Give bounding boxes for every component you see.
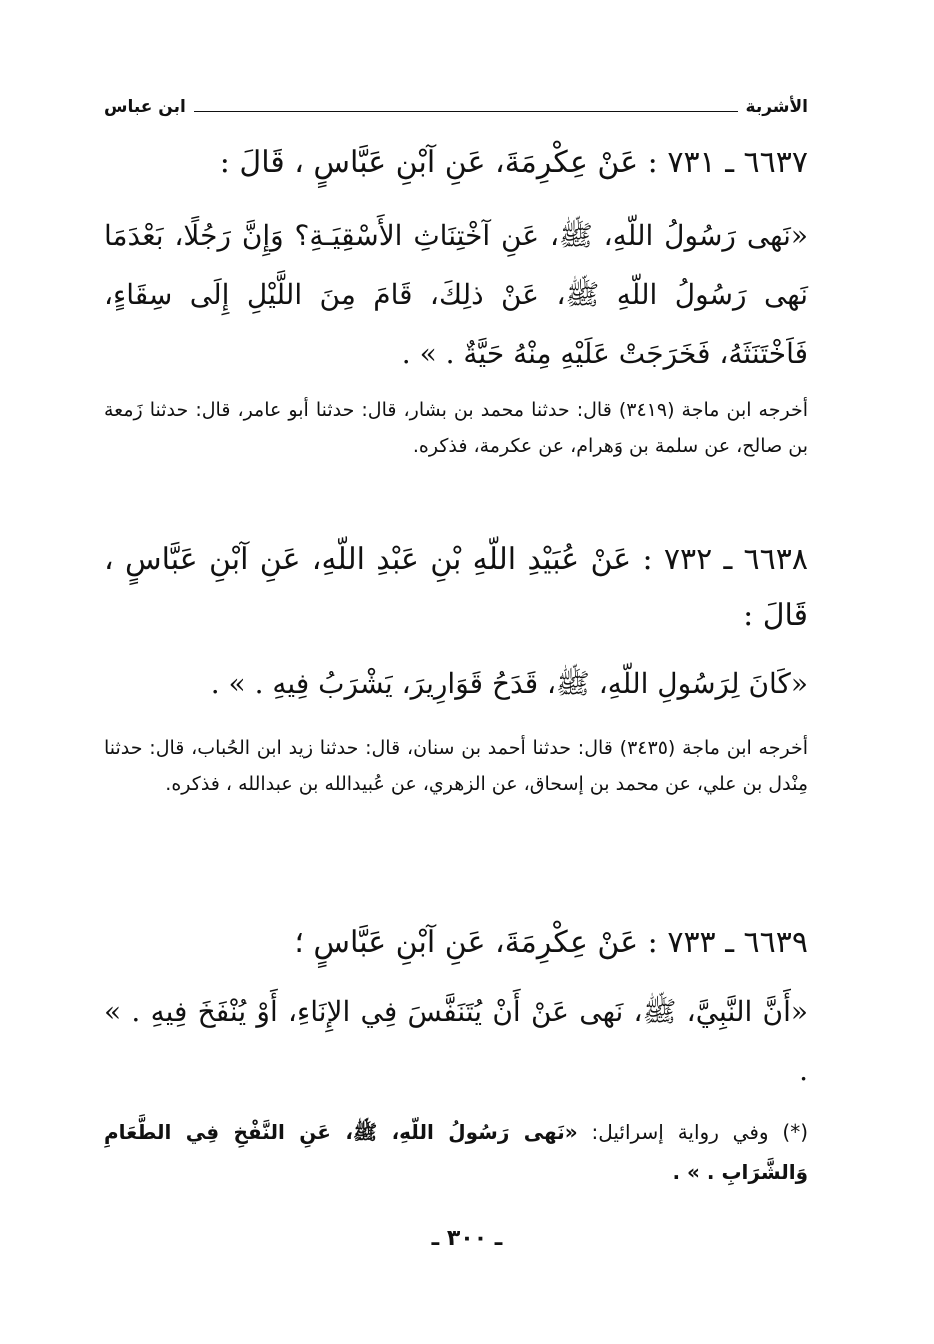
variant-text: «نَهى رَسُولُ اللّهِ، ﷺ، عَنِ النَّفْخِ فِي الطَّعَامِ وَالشَّرَابِ . » . xyxy=(104,1120,808,1184)
page-number: ـ ٣٠٠ ـ xyxy=(431,1226,503,1251)
hadith-heading-6638: ٦٦٣٨ ـ ٧٣٢ : عَنْ عُبَيْدِ اللّهِ بْنِ عَبْدِ اللّهِ، عَنِ آبْنِ عَبَّاسٍ ، قَالَ : xyxy=(104,542,808,633)
running-head xyxy=(104,92,808,122)
variant-6639 xyxy=(104,1112,808,1192)
hadith-heading-6639: ٦٦٣٩ ـ ٧٣٣ : عَنْ عِكْرِمَةَ، عَنِ آبْنِ عَبَّاسٍ ؛ xyxy=(294,925,808,960)
running-head-chapter: الأشربة xyxy=(745,97,808,117)
hadith-heading-6637: ٦٦٣٧ ـ ٧٣١ : عَنْ عِكْرِمَةَ، عَنِ آبْنِ عَبَّاسٍ ، قَالَ : xyxy=(219,145,808,180)
takhrij-6638: أخرجه ابن ماجة (٣٤٣٥) قال: حدثنا أحمد بن سنان، قال: حدثنا زيد ابن الحُباب، قال: حدثنا مِنْدل بن علي، عن محمد بن إسحاق، عن الزهري، عن عُبيدالله بن عبدالله ، فذكره. xyxy=(104,737,808,795)
hadith-text-6639: «أَنَّ النَّبِيَّ، ﷺ، نَهى عَنْ أَنْ يُتَنَفَّسَ فِي الإِنَاءِ، أَوْ يُنْفَخَ فِيهِ . » . xyxy=(104,995,808,1087)
variant-lead: (*) وفي رواية إسرائيل: xyxy=(577,1120,809,1144)
hadith-text-6638: «كَانَ لِرَسُولِ اللّهِ، ﷺ، قَدَحُ قَوَارِيرَ، يَشْرَبُ فِيهِ . » . xyxy=(210,667,808,700)
running-head-narrator: ابن عباس xyxy=(104,97,186,117)
hadith-text-6637: «نَهى رَسُولُ اللّهِ، ﷺ، عَنِ آخْتِنَاثِ الأَسْقِيَـةِ؟ وَإِنَّ رَجُلًا، بَعْدَمَا نَهى رَسُولُ اللّهِ ﷺ، عَنْ ذلِكَ، قَامَ مِنَ اللَّيْلِ إِلَى سِقَاءٍ، فَاَخْتَنَثَهُ، فَخَرَجَتْ عَلَيْهِ مِنْهُ حَيَّةٌ . » . xyxy=(104,219,808,370)
running-head-rule xyxy=(194,111,738,112)
takhrij-6637: أخرجه ابن ماجة (٣٤١٩) قال: حدثنا محمد بن بشار، قال: حدثنا أبو عامر، قال: حدثنا زَمعة بن صالح، عن سلمة بن وَهرام، عن عكرمة، فذكره. xyxy=(104,399,808,457)
